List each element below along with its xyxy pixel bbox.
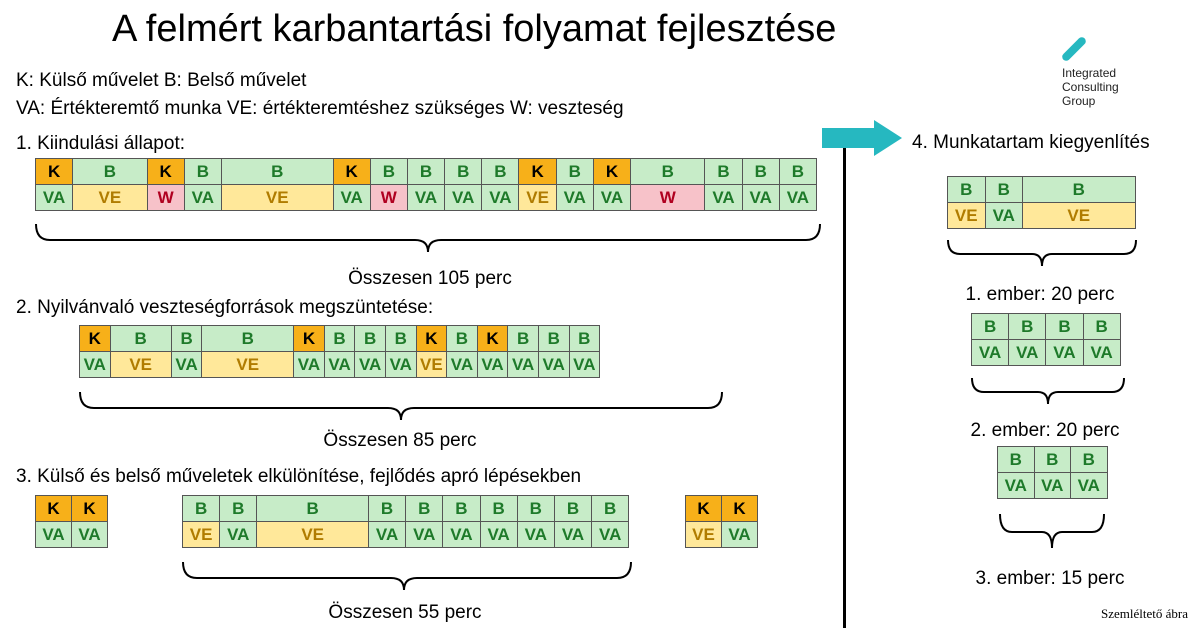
cell-b: B [446, 325, 478, 352]
step-1-label: 1. Kiindulási állapot: [16, 133, 185, 154]
cell-k: K [685, 495, 722, 522]
cell-va: VA [1045, 339, 1083, 366]
page-title: A felmért karbantartási folyamat fejlesztése [112, 8, 837, 50]
cell-va: VA [1070, 472, 1108, 499]
cell-b: B [171, 325, 203, 352]
cell-k: K [518, 158, 556, 185]
cell-b: B [630, 158, 705, 185]
step-3-brace [177, 556, 647, 596]
step-4-person-3-diagram [998, 447, 1108, 499]
cell-b: B [569, 325, 601, 352]
cell-va: VA [517, 521, 555, 548]
cell-k: K [71, 495, 108, 522]
step-1-total: Összesen 105 perc [348, 268, 512, 289]
cell-ve: VE [518, 184, 556, 211]
cell-va: VA [71, 521, 108, 548]
cell-k: K [477, 325, 509, 352]
cell-va: VA [997, 472, 1035, 499]
cell-b: B [201, 325, 294, 352]
diagram-row-top [80, 326, 600, 352]
cell-va: VA [79, 351, 111, 378]
cell-b: B [779, 158, 817, 185]
cell-va: VA [507, 351, 539, 378]
diagram-row-top [183, 496, 629, 522]
cell-va: VA [171, 351, 203, 378]
cell-va: VA [538, 351, 570, 378]
cell-w: W [370, 184, 408, 211]
cell-b: B [947, 176, 986, 203]
cell-va: VA [442, 521, 480, 548]
cell-ve: VE [182, 521, 220, 548]
cell-va: VA [704, 184, 742, 211]
step-2-total: Összesen 85 perc [323, 430, 477, 451]
section-divider [843, 148, 846, 628]
cell-va: VA [721, 521, 758, 548]
step-4-person-2-brace [966, 374, 1130, 410]
cell-b: B [704, 158, 742, 185]
cell-b: B [538, 325, 570, 352]
cell-ve: VE [256, 521, 369, 548]
cell-va: VA [971, 339, 1009, 366]
cell-b: B [1045, 313, 1083, 340]
cell-va: VA [324, 351, 356, 378]
diagram-row-bottom [948, 203, 1136, 229]
legend-line-2: VA: Értékteremtő munka VE: értékteremtéshez szükséges W: veszteség [16, 98, 624, 119]
cell-ve: VE [72, 184, 147, 211]
cell-b: B [442, 495, 480, 522]
cell-b: B [556, 158, 594, 185]
cell-b: B [742, 158, 780, 185]
cell-k: K [416, 325, 448, 352]
cell-va: VA [480, 521, 518, 548]
step-3-diagram-external-before [36, 496, 108, 548]
illustration-note: Szemléltető ábra [1101, 606, 1188, 621]
cell-b: B [1008, 313, 1046, 340]
cell-va: VA [569, 351, 601, 378]
cell-ve: VE [416, 351, 448, 378]
right-arrow-icon [822, 120, 904, 156]
logo-text: Integrated Consulting Group [1062, 66, 1119, 108]
cell-va: VA [477, 351, 509, 378]
cell-va: VA [405, 521, 443, 548]
step-2-brace [74, 386, 734, 426]
cell-va: VA [481, 184, 519, 211]
cell-va: VA [1008, 339, 1046, 366]
diagram-row-bottom [998, 473, 1108, 499]
step-4-person-1-brace [942, 236, 1142, 272]
cell-va: VA [444, 184, 482, 211]
step-4-label: 4. Munkatartam kiegyenlítés [912, 132, 1150, 153]
cell-b: B [182, 495, 220, 522]
cell-b: B [221, 158, 334, 185]
diagram-row-bottom [80, 352, 600, 378]
cell-b: B [507, 325, 539, 352]
cell-ve: VE [110, 351, 172, 378]
diagram-row-bottom [686, 522, 758, 548]
cell-va: VA [593, 184, 631, 211]
cell-b: B [1070, 446, 1108, 473]
diagram-row-bottom [183, 522, 629, 548]
step-1-brace [30, 218, 830, 258]
cell-va: VA [554, 521, 592, 548]
cell-va: VA [1083, 339, 1121, 366]
cell-b: B [407, 158, 445, 185]
diagram-row-top [972, 314, 1121, 340]
step-3-diagram-external-after [686, 496, 758, 548]
step-2-label: 2. Nyilvánvaló veszteségforrások megszüntetése: [16, 297, 434, 318]
cell-va: VA [35, 521, 72, 548]
cell-b: B [324, 325, 356, 352]
cell-b: B [1022, 176, 1136, 203]
cell-b: B [1034, 446, 1072, 473]
cell-w: W [630, 184, 705, 211]
cell-k: K [79, 325, 111, 352]
step-4-person-3-total: 3. ember: 15 perc [975, 568, 1125, 589]
cell-va: VA [368, 521, 406, 548]
cell-va: VA [35, 184, 73, 211]
cell-b: B [554, 495, 592, 522]
cell-b: B [591, 495, 629, 522]
cell-va: VA [446, 351, 478, 378]
cell-va: VA [556, 184, 594, 211]
cell-va: VA [1034, 472, 1072, 499]
cell-b: B [405, 495, 443, 522]
step-4-person-3-brace [994, 510, 1114, 554]
cell-ve: VE [685, 521, 722, 548]
cell-w: W [147, 184, 185, 211]
cell-b: B [480, 495, 518, 522]
cell-b: B [1083, 313, 1121, 340]
cell-k: K [333, 158, 371, 185]
cell-b: B [354, 325, 386, 352]
cell-b: B [385, 325, 417, 352]
cell-va: VA [333, 184, 371, 211]
cell-va: VA [779, 184, 817, 211]
step-4-person-2-diagram [972, 314, 1121, 366]
diagram-row-top [686, 496, 758, 522]
diagram-row-top [36, 159, 817, 185]
cell-b: B [985, 176, 1024, 203]
company-logo [1058, 32, 1168, 112]
cell-k: K [35, 158, 73, 185]
legend-line-1: K: Külső művelet B: Belső művelet [16, 70, 307, 91]
cell-b: B [971, 313, 1009, 340]
cell-b: B [72, 158, 147, 185]
cell-b: B [219, 495, 257, 522]
cell-b: B [370, 158, 408, 185]
diagram-row-bottom [36, 185, 817, 211]
cell-b: B [368, 495, 406, 522]
cell-k: K [35, 495, 72, 522]
step-3-label: 3. Külső és belső műveletek elkülönítése, fejlődés apró lépésekben [16, 466, 582, 487]
diagram-row-bottom [36, 522, 108, 548]
cell-k: K [593, 158, 631, 185]
cell-va: VA [354, 351, 386, 378]
step-3-diagram-internal [183, 496, 629, 548]
cell-va: VA [742, 184, 780, 211]
step-4-person-1-total: 1. ember: 20 perc [965, 284, 1115, 305]
cell-va: VA [985, 202, 1024, 229]
cell-ve: VE [947, 202, 986, 229]
cell-k: K [293, 325, 325, 352]
diagram-row-top [948, 177, 1136, 203]
cell-k: K [147, 158, 185, 185]
step-2-diagram [80, 326, 600, 378]
cell-va: VA [184, 184, 222, 211]
cell-b: B [481, 158, 519, 185]
cell-k: K [721, 495, 758, 522]
cell-va: VA [385, 351, 417, 378]
cell-va: VA [591, 521, 629, 548]
cell-b: B [997, 446, 1035, 473]
cell-va: VA [407, 184, 445, 211]
cell-va: VA [293, 351, 325, 378]
cell-b: B [256, 495, 369, 522]
cell-b: B [444, 158, 482, 185]
cell-b: B [184, 158, 222, 185]
cell-va: VA [219, 521, 257, 548]
cell-b: B [517, 495, 555, 522]
step-4-person-2-total: 2. ember: 20 perc [970, 420, 1120, 441]
diagram-row-bottom [972, 340, 1121, 366]
cell-ve: VE [201, 351, 294, 378]
cell-ve: VE [1022, 202, 1136, 229]
step-3-total: Összesen 55 perc [328, 602, 482, 623]
diagram-row-top [36, 496, 108, 522]
cell-ve: VE [221, 184, 334, 211]
diagonal-bar-icon [1061, 36, 1088, 63]
step-4-person-1-diagram [948, 177, 1136, 229]
diagram-row-top [998, 447, 1108, 473]
cell-b: B [110, 325, 172, 352]
step-1-diagram [36, 159, 817, 211]
